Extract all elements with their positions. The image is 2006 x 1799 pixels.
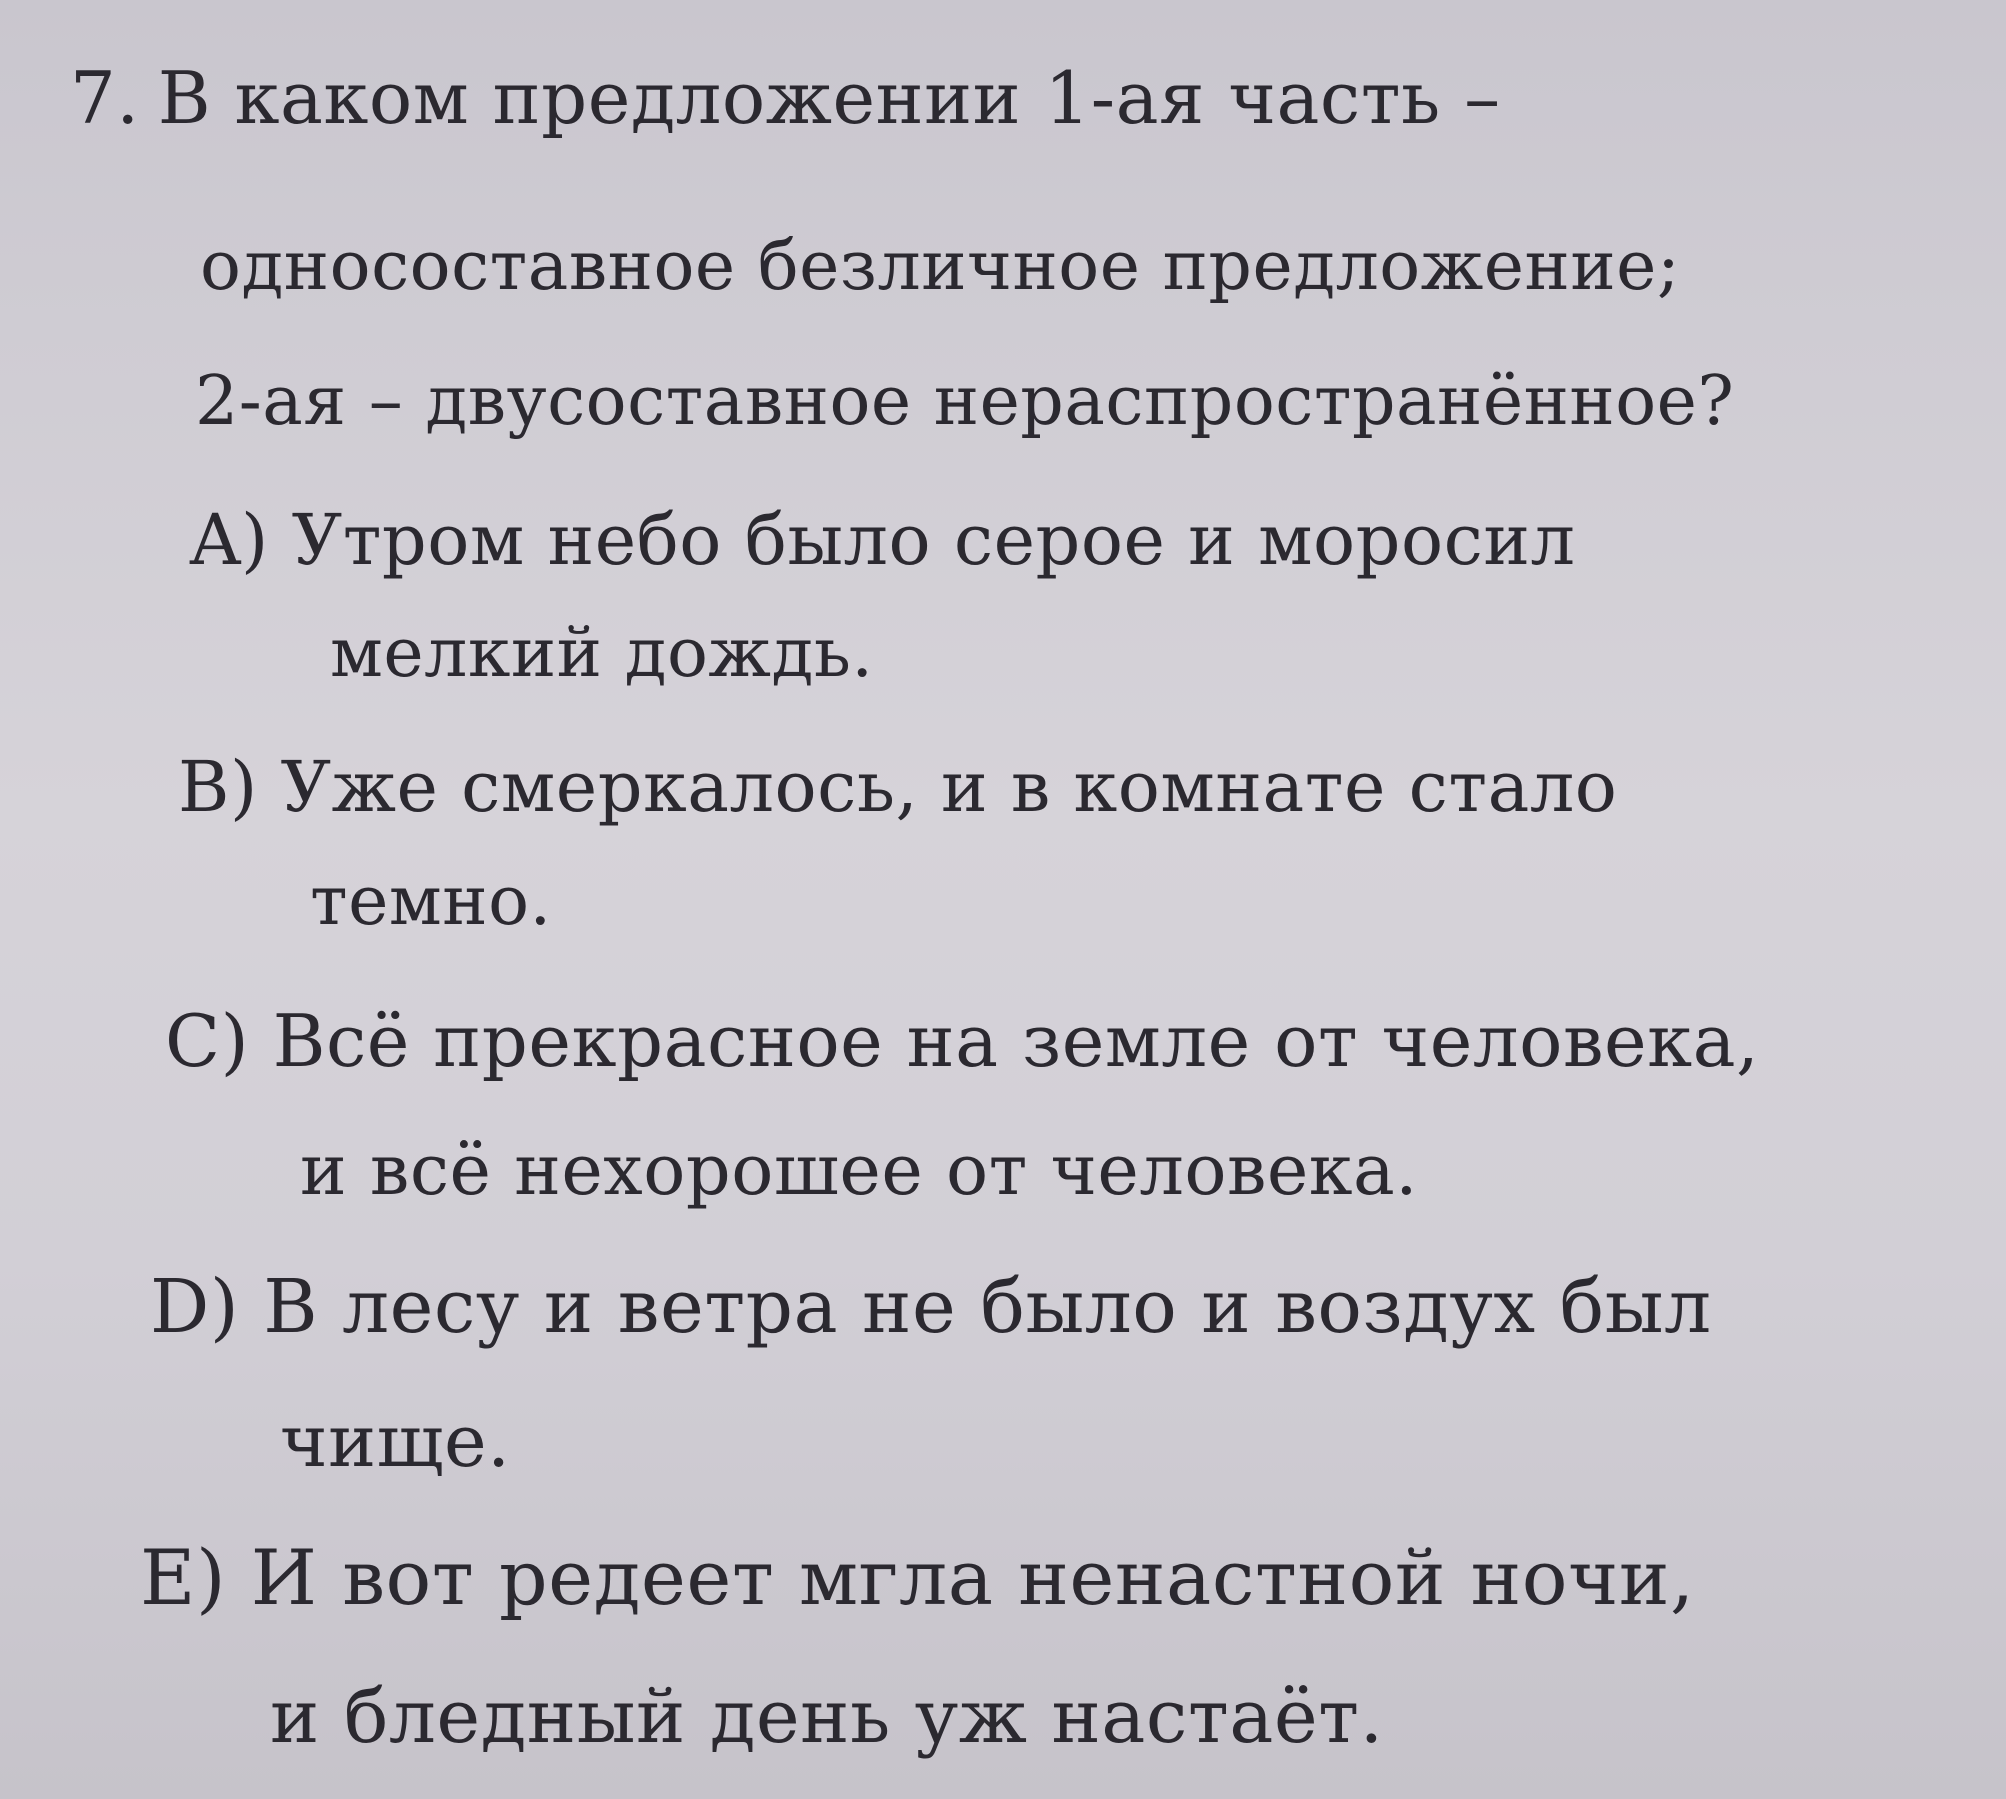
option-d-line-1: D) В лесу и ветра не было и воздух был	[150, 1264, 1712, 1350]
option-d-line-2: чище.	[280, 1399, 511, 1483]
option-e-line-2: и бледный день уж настаёт.	[270, 1674, 1384, 1760]
option-c-line-1: C) Всё прекрасное на земле от человека,	[165, 999, 1760, 1083]
question-text-line-2: односоставное безличное предложение;	[200, 227, 1681, 306]
option-c-line-2: и всё нехорошее от человека.	[300, 1129, 1419, 1211]
option-a-line-2: мелкий дождь.	[330, 614, 874, 693]
question-line-1	[70, 56, 1501, 140]
question-text-line-1: В каком предложении 1-ая часть –	[157, 56, 1501, 140]
question-text-line-3: 2-ая – двусоставное нераспространённое?	[195, 362, 1735, 441]
option-b-line-1: B) Уже смеркалось, и в комнате стало	[178, 746, 1618, 828]
option-a-line-1: A) Утром небо было серое и моросил	[190, 499, 1576, 581]
option-b-line-2: темно.	[310, 862, 552, 941]
option-e-line-1: E) И вот редеет мгла ненастной ночи,	[140, 1533, 1695, 1622]
question-number: 7.	[70, 56, 140, 140]
